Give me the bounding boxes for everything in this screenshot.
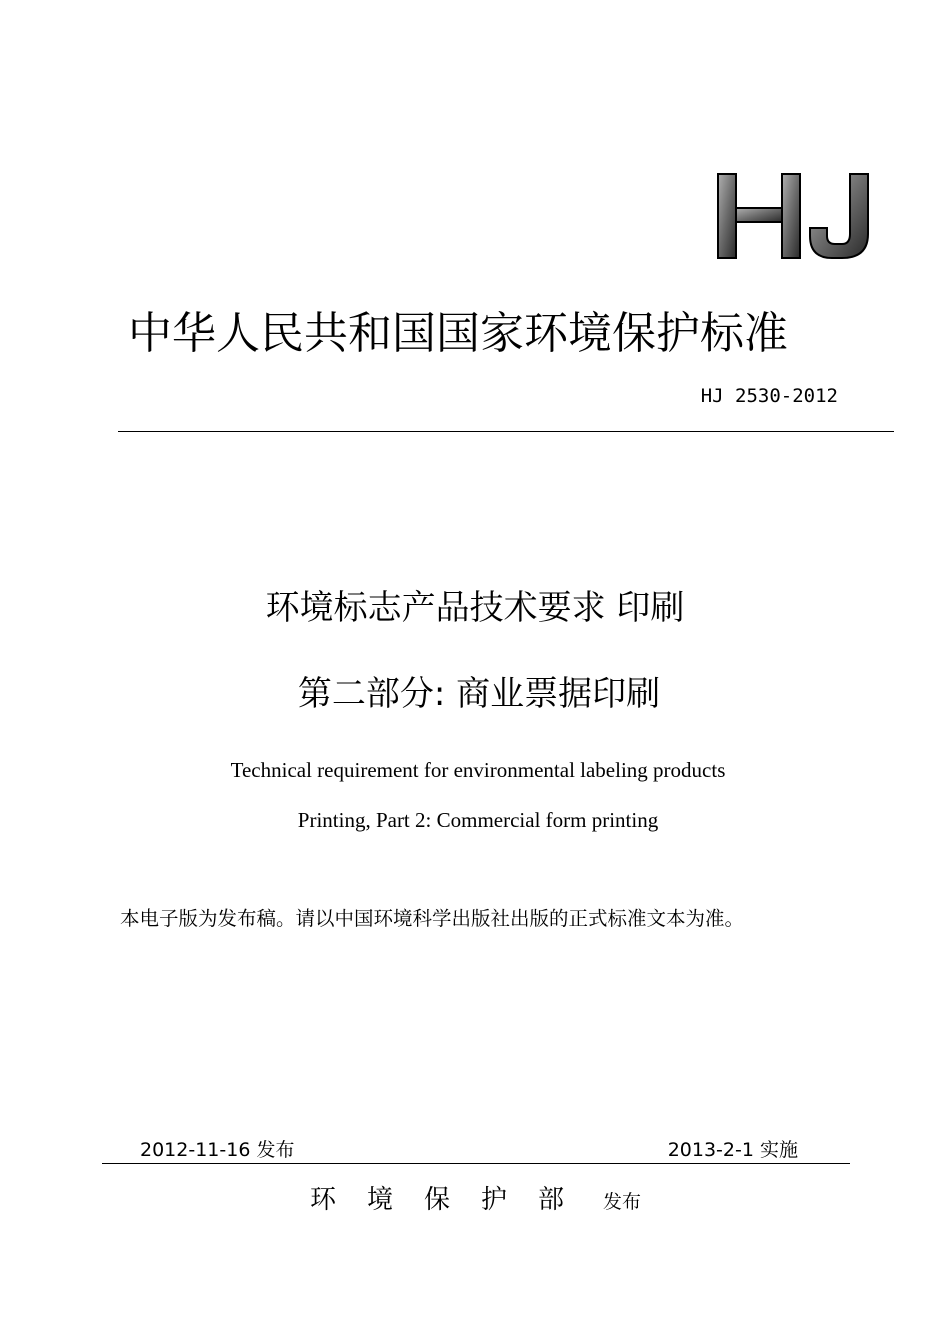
standard-category-title: 中华人民共和国国家环境保护标准 — [128, 308, 788, 359]
logo-letter-j — [810, 174, 868, 258]
issuing-authority: 环境保护部 — [310, 1185, 596, 1215]
logo-letter-h — [718, 174, 800, 258]
zh-title-line2: 第二部分: 商业票据印刷 — [297, 674, 661, 714]
en-title-line2: Printing, Part 2: Commercial form printing — [297, 808, 659, 832]
hj-logo — [714, 170, 872, 262]
en-title-line1: Technical requirement for environmental labeling products — [230, 758, 726, 782]
header-divider — [118, 431, 894, 432]
implementation-date: 2013-2-1 实施 — [667, 1139, 798, 1161]
zh-title-line1: 环境标志产品技术要求 印刷 — [265, 588, 685, 628]
edition-notice: 本电子版为发布稿。请以中国环境科学出版社出版的正式标准文本为准。 — [120, 907, 745, 930]
footer-divider — [102, 1163, 850, 1164]
standard-code: HJ 2530-2012 — [700, 385, 838, 407]
issuer-action: 发布 — [603, 1191, 642, 1213]
issue-date: 2012-11-16 发布 — [140, 1139, 295, 1161]
